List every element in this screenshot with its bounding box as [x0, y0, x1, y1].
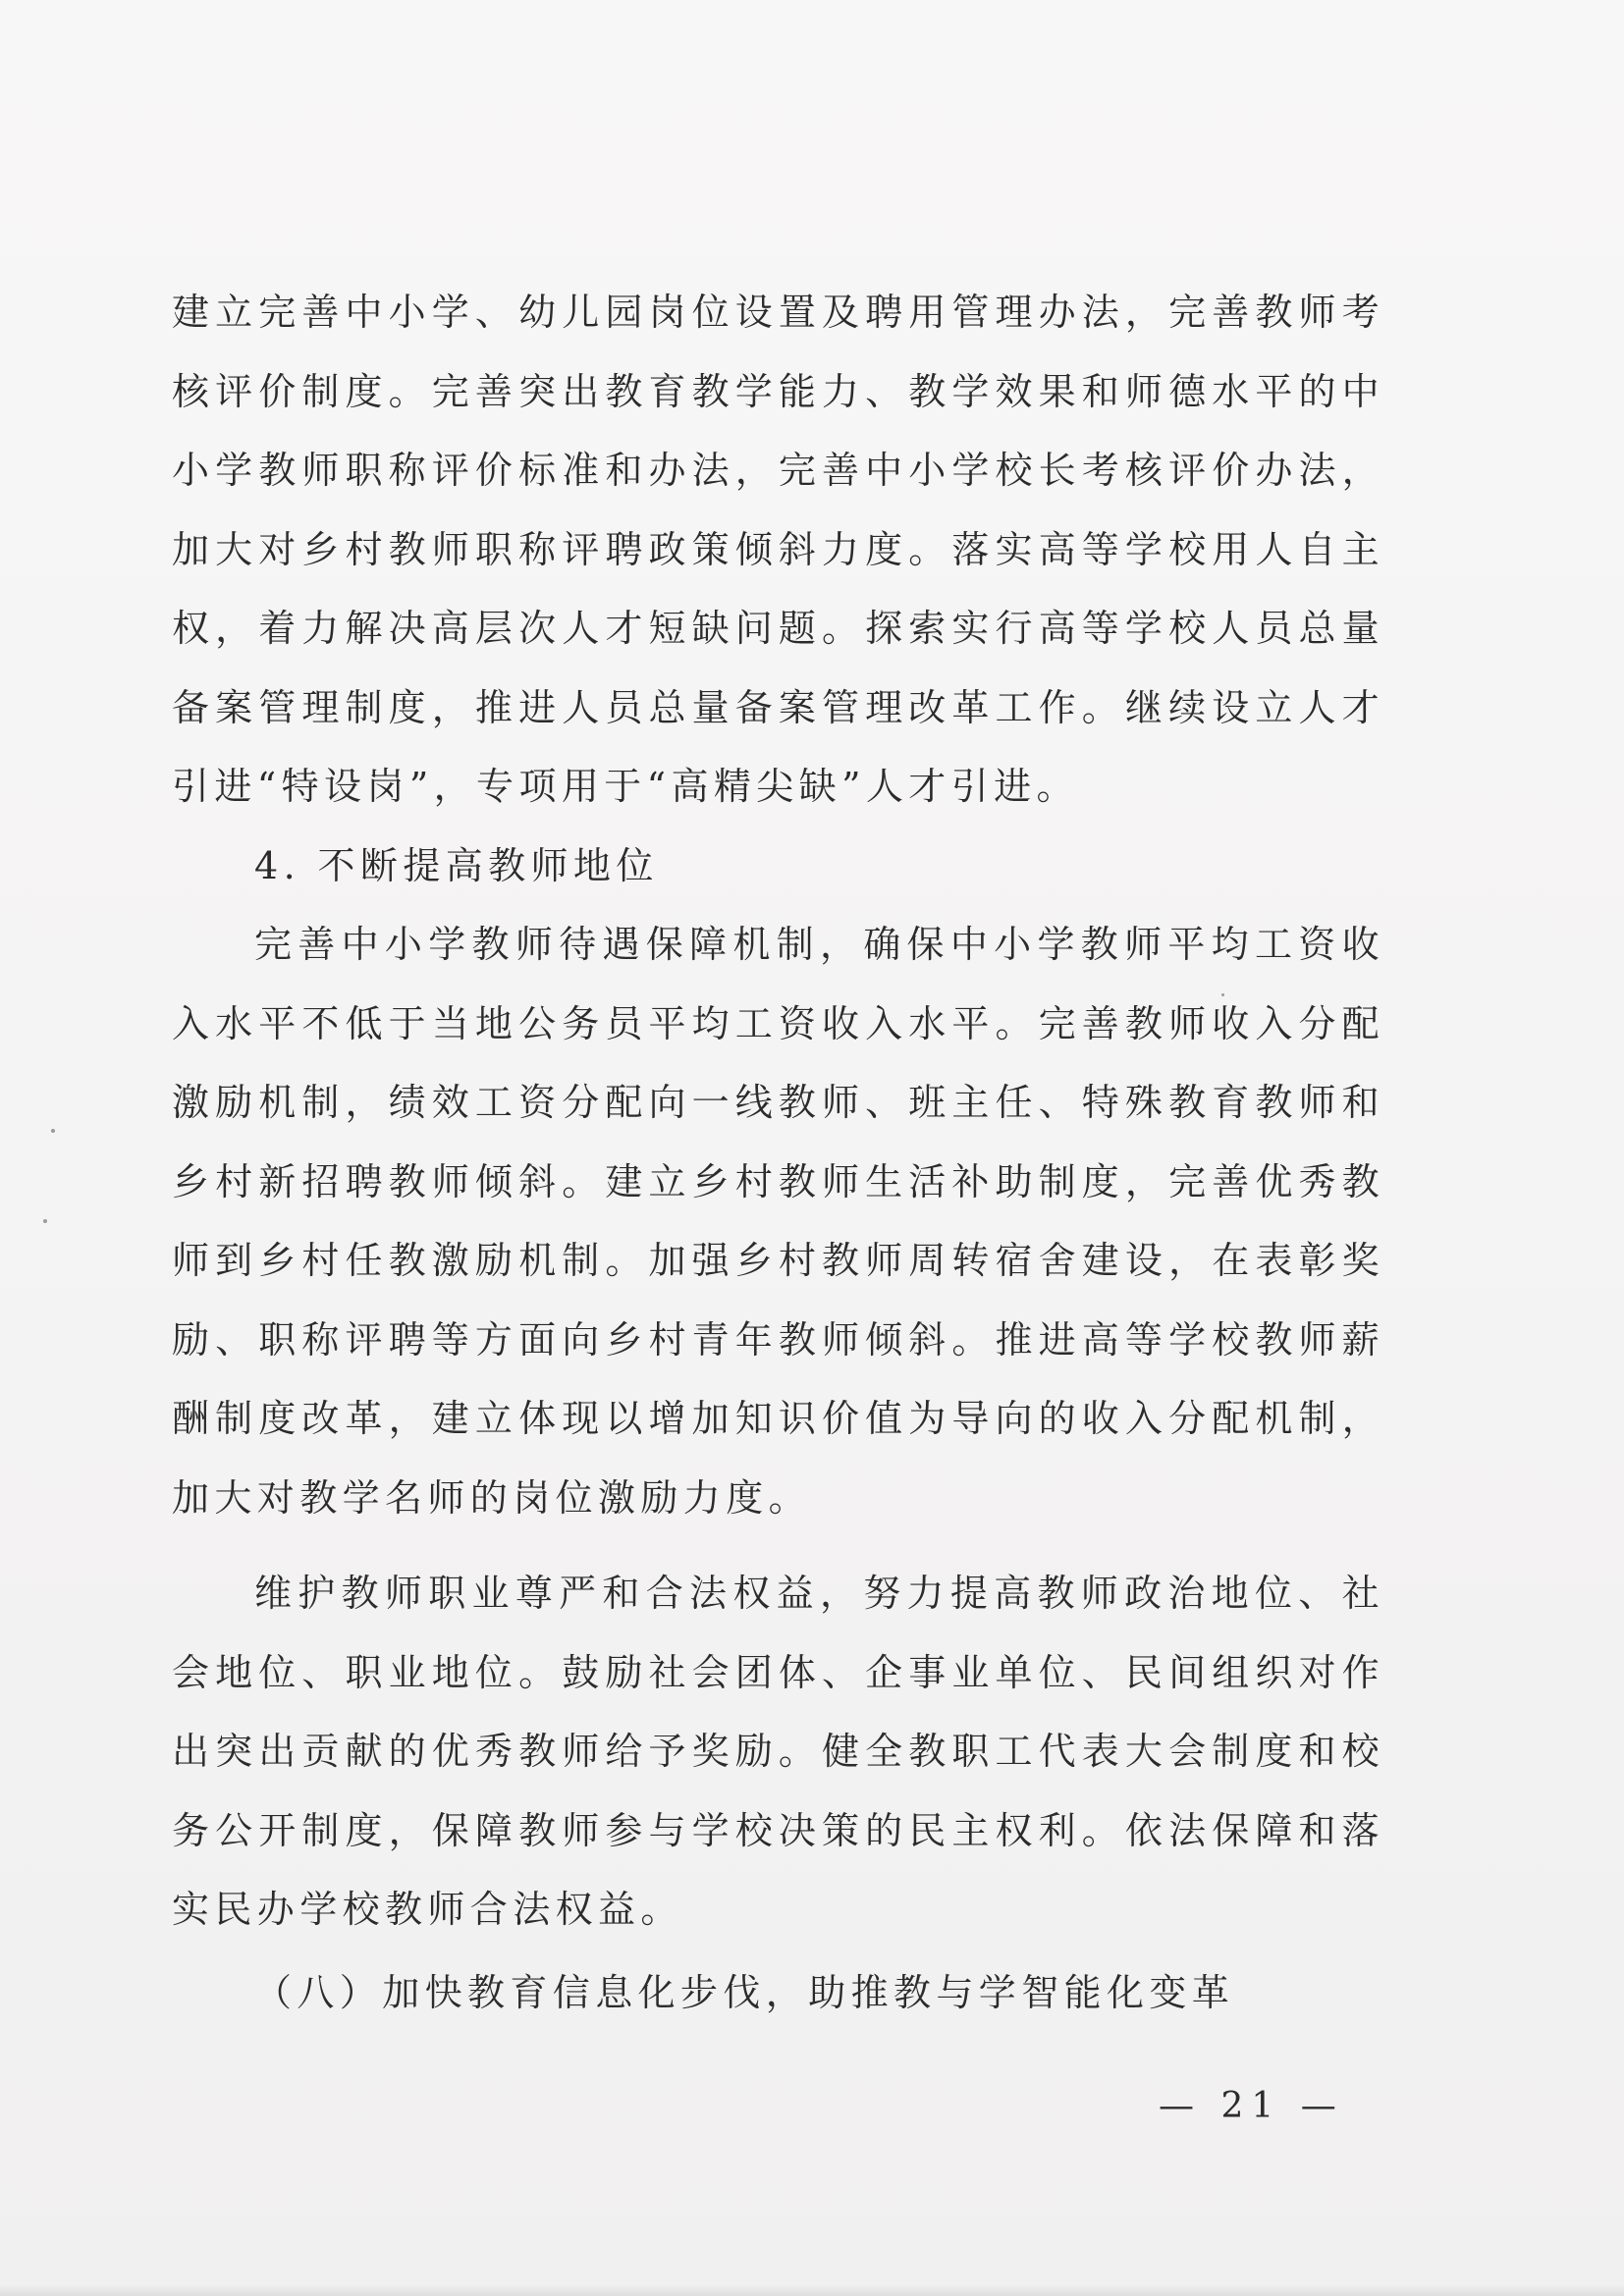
document-body [172, 273, 1384, 2032]
scan-speck [51, 1129, 55, 1133]
scan-speck [1221, 993, 1224, 996]
page-number: — 21 — [1159, 2086, 1344, 2126]
page-bottom-edge [0, 2284, 1624, 2296]
scan-speck [43, 1219, 47, 1223]
paragraph-staffing-reform: 建立完善中小学、幼儿园岗位设置及聘用管理办法，完善教师考核评价制度。完善突出教育教学能力、教学效果和师德水平的中小学教师职称评价标准和办法，完善中小学校长考核评价办法，加大对乡村教师职称评聘政策倾斜力度。落实高等学校用人自主权，着力解决高层次人才短缺问题。探索实行高等学校人员总量备案管理制度，推进人员总量备案管理改革工作。继续设立人才引进“特设岗”，专项用于“高精尖缺”人才引进。 [172, 291, 1384, 808]
paragraph-teacher-pay: 完善中小学教师待遇保障机制，确保中小学教师平均工资收入水平不低于当地公务员平均工资收入水平。完善教师收入分配激励机制，绩效工资分配向一线教师、班主任、特殊教育教师和乡村新招聘教师倾斜。建立乡村教师生活补助制度，完善优秀教师到乡村任教激励机制。加强乡村教师周转宿舍建设，在表彰奖励、职称评聘等方面向乡村青年教师倾斜。推进高等学校教师薪酬制度改革，建立体现以增加知识价值为导向的收入分配机制，加大对教学名师的岗位激励力度。 [172, 923, 1384, 1520]
section-heading-informatization: （八）加快教育信息化步伐，助推教与学智能化变革 [254, 1970, 1235, 2014]
paragraph-teacher-rights: 维护教师职业尊严和合法权益，努力提高教师政治地位、社会地位、职业地位。鼓励社会团体、企事业单位、民间组织对作出突出贡献的优秀教师给予奖励。健全教职工代表大会制度和校务公开制度，保障教师参与学校决策的民主权利。依法保障和落实民办学校教师合法权益。 [172, 1572, 1384, 1931]
subheading-teacher-status: 4. 不断提高教师地位 [254, 843, 659, 887]
